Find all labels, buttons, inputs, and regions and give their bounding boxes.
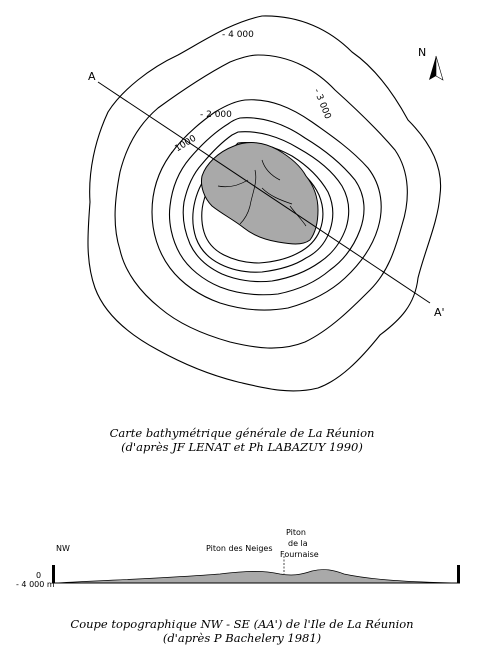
map-caption-line1: Carte bathymétrique générale de La Réunion bbox=[109, 426, 375, 440]
section-start-label: A bbox=[88, 70, 96, 83]
profile-relief bbox=[56, 570, 456, 583]
fournaise-label-line3: Fournaise bbox=[280, 550, 319, 559]
contour-label-2000: - 2 000 bbox=[200, 110, 232, 120]
profile-caption bbox=[0, 617, 484, 645]
map-caption-line2: (d'après JF LENAT et Ph LABAZUY 1990) bbox=[121, 440, 363, 454]
map-caption bbox=[0, 426, 484, 454]
topographic-profile bbox=[0, 520, 484, 600]
neiges-label: Piton des Neiges bbox=[206, 544, 273, 553]
fournaise-label-line2: de la bbox=[288, 539, 308, 548]
reunion-island bbox=[201, 143, 318, 244]
nw-label: NW bbox=[56, 544, 70, 553]
contour-label-1000: - 1000 bbox=[168, 133, 199, 158]
contour-label-3000: - 3 000 bbox=[311, 87, 333, 121]
depth-bottom-label: - 4 000 m bbox=[16, 580, 55, 589]
depth-zero-label: 0 bbox=[36, 571, 42, 580]
north-arrow-icon bbox=[429, 56, 443, 80]
profile-caption-line1: Coupe topographique NW - SE (AA') de l'Ile de La Réunion bbox=[70, 617, 414, 631]
profile-caption-line2: (d'après P Bachelery 1981) bbox=[162, 631, 322, 645]
section-line-aa bbox=[98, 82, 430, 303]
north-label: N bbox=[418, 46, 427, 59]
section-end-label: A' bbox=[434, 306, 445, 319]
profile-right-bar bbox=[457, 565, 460, 583]
fournaise-label-line1: Piton bbox=[286, 528, 306, 537]
contour-label-4000: - 4 000 bbox=[222, 30, 254, 40]
